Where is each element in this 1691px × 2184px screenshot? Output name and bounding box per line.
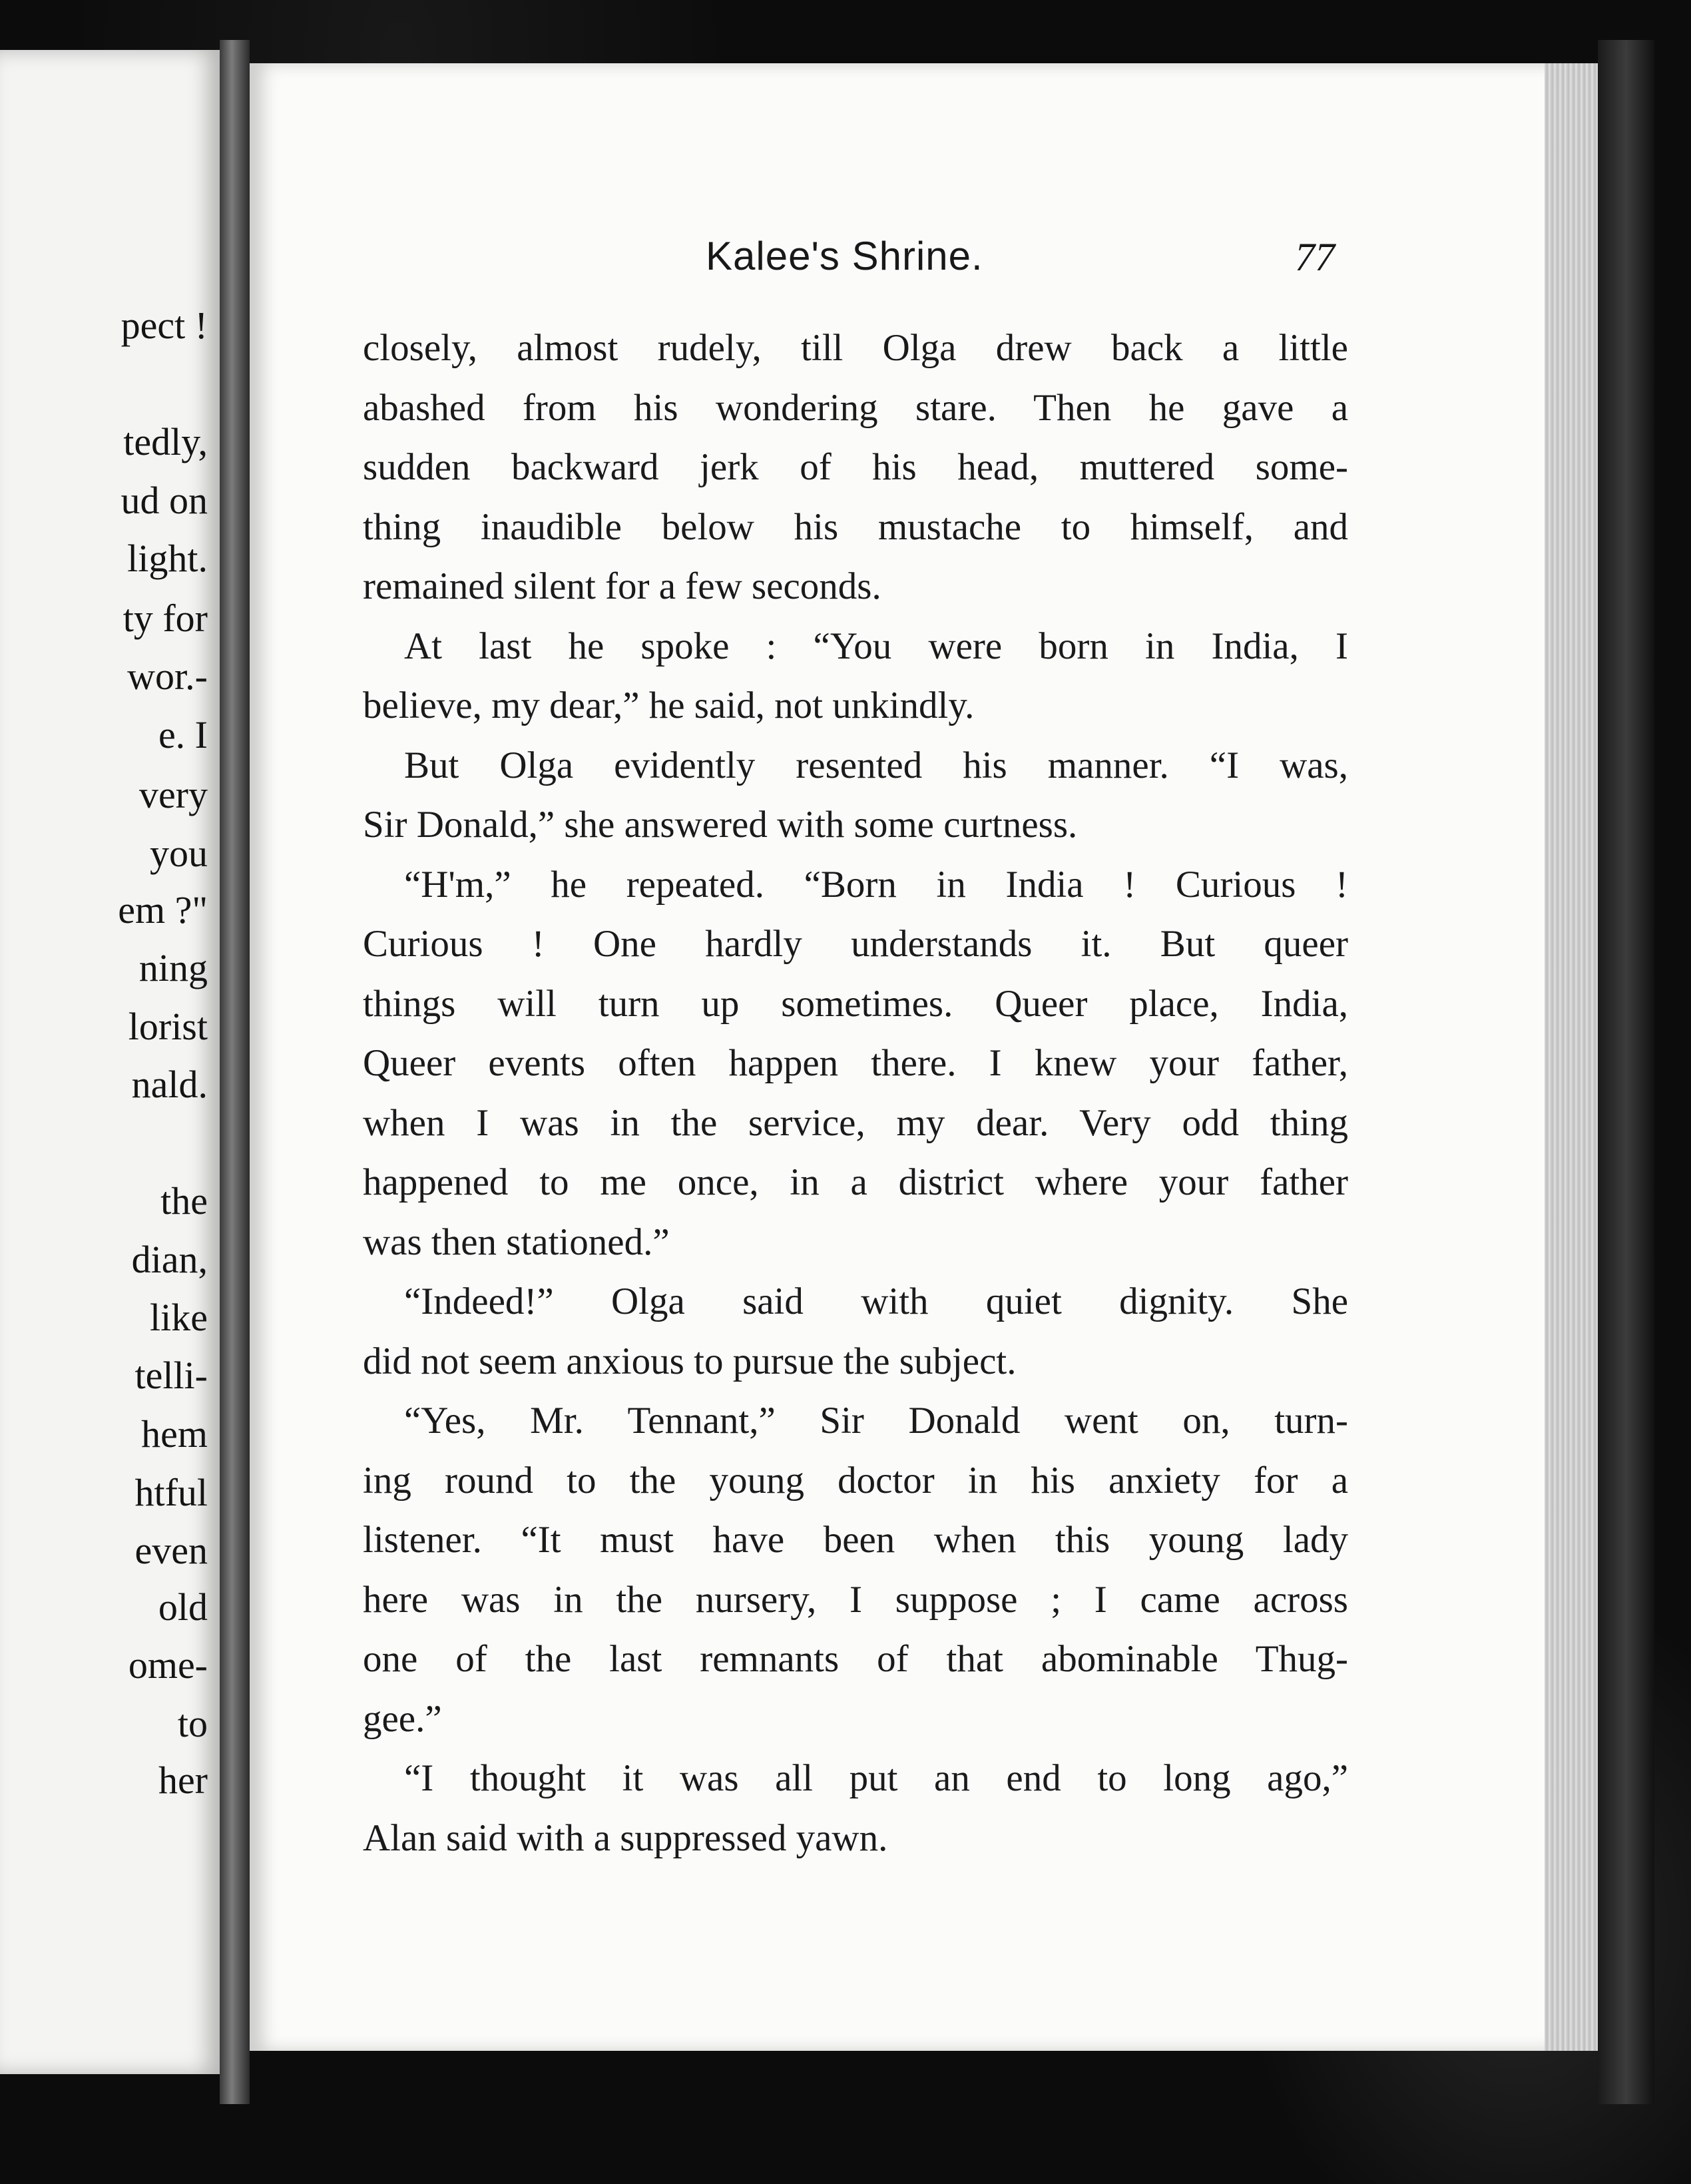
text-line: when I was in the service, my dear. Very odd thing [363, 1101, 1348, 1144]
left-page-fragment: old [158, 1585, 208, 1629]
body-text [363, 318, 1348, 1868]
text-line: “I thought it was all put an end to long ago,” [404, 1757, 1348, 1799]
text-line: Queer events often happen there. I knew your father, [363, 1042, 1348, 1084]
text-line: “Indeed!” Olga said with quiet dignity. She [404, 1280, 1348, 1322]
text-line: here was in the nursery, I suppose ; I came across [363, 1578, 1348, 1621]
text-line: Alan said with a suppressed yawn. [363, 1816, 888, 1859]
text-line: Curious ! One hardly understands it. But queer [363, 923, 1348, 965]
left-page-fragment: like [150, 1296, 208, 1339]
left-facing-page [0, 50, 220, 2074]
text-line: But Olga evidently resented his manner. “I was, [404, 744, 1348, 786]
left-page-fragment: ty for [122, 597, 208, 640]
text-line: abashed from his wondering stare. Then he gave a [363, 386, 1348, 429]
left-page-fragment: very [138, 773, 208, 816]
left-page-text-fragments [0, 50, 220, 2074]
text-line: ing round to the young doctor in his anxiety for a [363, 1459, 1348, 1502]
text-line: thing inaudible below his mustache to himself, and [363, 505, 1348, 548]
text-line: closely, almost rudely, till Olga drew back a little [363, 327, 1348, 369]
text-line: did not seem anxious to pursue the subject. [363, 1340, 1017, 1382]
left-page-fragment: dian, [131, 1238, 208, 1281]
page-number: 77 [1295, 235, 1335, 279]
left-page-fragment: the [160, 1179, 208, 1223]
left-page-fragment: pect ! [121, 304, 208, 347]
left-page-fragment: to [177, 1702, 208, 1745]
text-line: At last he spoke : “You were born in India, I [404, 625, 1348, 667]
page-edge [1545, 63, 1598, 2051]
left-page-fragment: ome- [128, 1643, 208, 1687]
text-line: happened to me once, in a district where your father [363, 1161, 1348, 1203]
text-line: was then stationed.” [363, 1221, 670, 1263]
left-page-fragment: even [134, 1529, 208, 1572]
left-page-fragment: em ?" [118, 888, 208, 932]
left-page-fragment: ning [138, 946, 208, 989]
left-page-fragment: e. I [158, 713, 208, 756]
left-page-fragment: nald. [131, 1063, 208, 1106]
text-line: remained silent for a few seconds. [363, 565, 881, 607]
text-line: gee.” [363, 1697, 442, 1740]
left-page-fragment: her [158, 1759, 208, 1802]
left-page-fragment: tedly, [123, 420, 208, 463]
left-page-fragment: ud on [121, 479, 208, 522]
left-page-fragment: light. [127, 537, 208, 580]
left-page-fragment: you [150, 832, 208, 875]
book-gutter [220, 40, 250, 2104]
left-page-fragment: lorist [128, 1005, 208, 1048]
text-line: Sir Donald,” she answered with some curtness. [363, 804, 1078, 846]
text-line: believe, my dear,” he said, not unkindly. [363, 684, 975, 726]
running-head: Kalee's Shrine. [706, 234, 983, 278]
text-line: listener. “It must have been when this young lady [363, 1519, 1348, 1561]
text-line: “H'm,” he repeated. “Born in India ! Curious ! [404, 863, 1348, 906]
left-page-fragment: hem [141, 1412, 208, 1456]
text-line: things will turn up sometimes. Queer place, India, [363, 982, 1348, 1025]
left-page-fragment: htful [134, 1471, 208, 1514]
text-line: “Yes, Mr. Tennant,” Sir Donald went on, turn- [404, 1400, 1348, 1442]
cover-edge [1598, 40, 1654, 2104]
left-page-fragment: wor.- [127, 655, 208, 698]
left-page-fragment: telli- [134, 1354, 208, 1397]
text-line: one of the last remnants of that abominable Thug- [363, 1638, 1348, 1680]
text-line: sudden backward jerk of his head, muttered some- [363, 446, 1348, 488]
